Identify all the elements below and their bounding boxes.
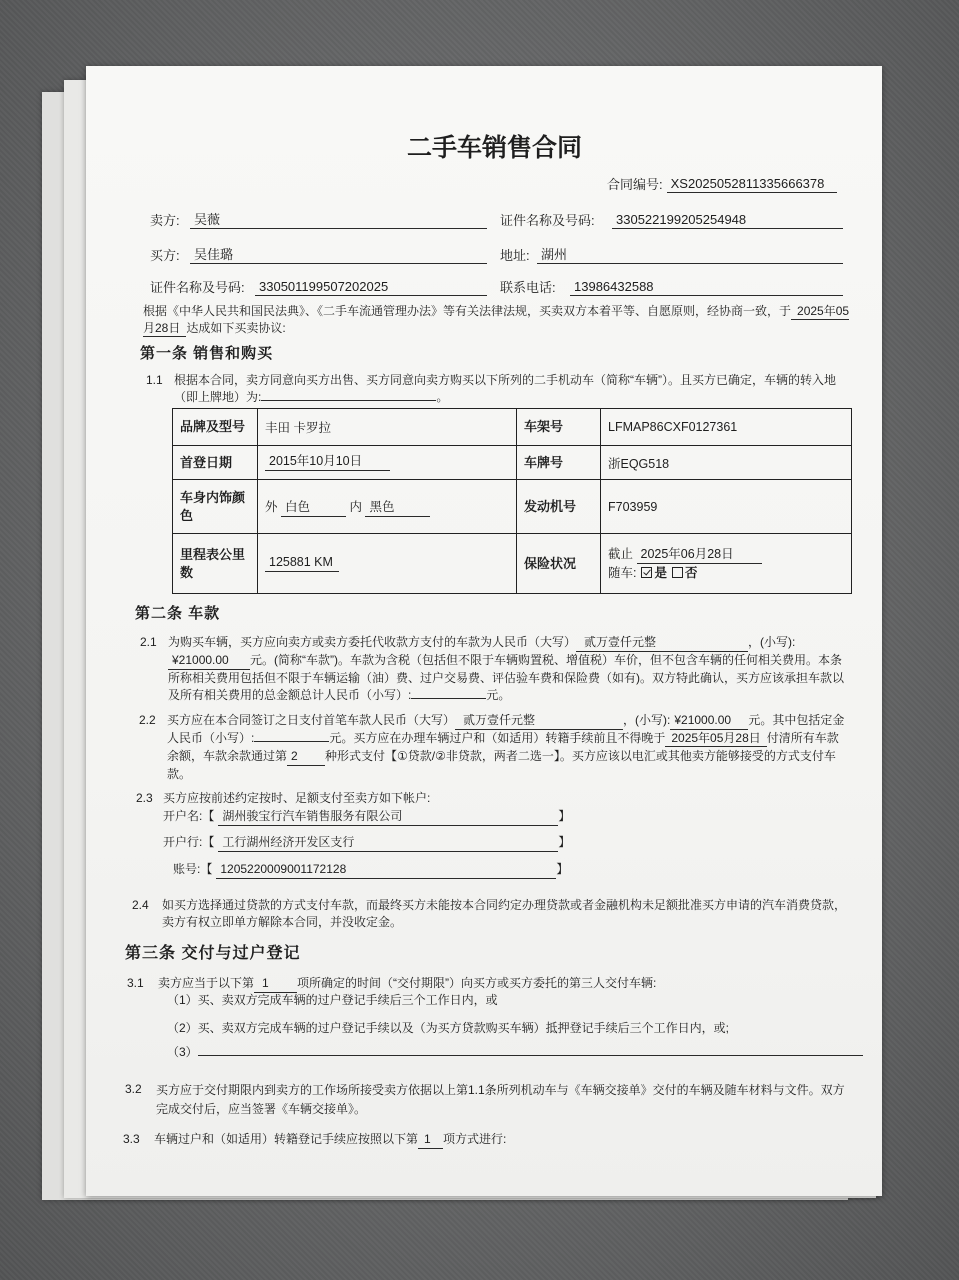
preamble-text: 根据《中华人民共和国民法典》、《二手车流通管理办法》等有关法律法规，买卖双方本着平等、自愿原则，经协商一致，于: [143, 304, 792, 318]
interior-color-value: 黑色: [365, 500, 430, 517]
table-row: [173, 480, 852, 534]
address-label: 地址:: [500, 248, 530, 263]
insurance-cell: [601, 534, 852, 594]
contract-number-row: [607, 175, 837, 193]
seller-label: 卖方:: [150, 213, 180, 228]
clause-2-1-text: 元。: [486, 688, 511, 702]
plate-value: 浙EQG518: [601, 446, 852, 480]
clause-2-2: [167, 712, 849, 783]
insurance-label: 保险状况: [517, 534, 601, 594]
with-car-line: [608, 564, 844, 583]
balance-due-date: 2025年05月28日: [665, 731, 766, 747]
mileage-value: 125881 KM: [265, 555, 339, 572]
color-cell: [258, 480, 517, 534]
clause-2-2-text: 付清所有车款余额，车款余款通过第: [167, 731, 839, 763]
account-name-value: 湖州骏宝行汽车销售服务有限公司: [218, 809, 558, 826]
clause-1-1: [174, 372, 856, 406]
bank-row: [163, 834, 570, 852]
payment-method-number: 2: [287, 749, 325, 766]
color-label: 车身内饰颜色: [173, 480, 258, 534]
mileage-cell: [258, 534, 517, 594]
buyer-value: 吴佳璐: [190, 247, 487, 264]
account-number-label: 账号:【: [173, 862, 213, 876]
account-name-close: 】: [558, 809, 571, 823]
insurance-until-value: 2025年06月28日: [637, 547, 762, 564]
account-number-close: 】: [556, 862, 569, 876]
clause-2-3-intro: 买方应按前述约定按时、足额支付至卖方如下帐户:: [163, 791, 431, 805]
account-name-label: 开户名:【: [163, 809, 215, 823]
clause-1-1-text: 根据本合同，卖方同意向买方出售、买方同意向卖方购买以下所列的二手机动车（简称“车辆”）。且买方已确定，车辆的转入地（即上牌地）为:: [174, 373, 836, 404]
phone-label: 联系电话:: [500, 280, 556, 295]
clause-3-1-text: 卖方应当于以下第: [158, 976, 255, 990]
transfer-option-number: 1: [418, 1132, 443, 1149]
clause-3-3: [154, 1131, 506, 1149]
clause-2-2-text: 买方应在本合同签订之日支付首笔车款人民币（大写）: [167, 713, 456, 727]
deposit-blank: [254, 740, 329, 742]
delivery-option-1: （1）买、卖双方完成车辆的过户登记手续后三个工作日内，或: [167, 993, 498, 1007]
preamble-text-end: 达成如下买卖协议:: [186, 321, 286, 335]
first-registration-cell: [258, 446, 517, 480]
clause-2-2-text: 种形式支付【①贷款/②非贷款，两者二选一】。买方应该以电汇或其他卖方能够接受的方式支付车款。: [167, 748, 836, 781]
phone-value: 13986432588: [570, 279, 843, 296]
clause-1-1-end: 。: [436, 390, 449, 404]
price-in-words: 贰万壹仟元整: [576, 635, 748, 652]
phone-row: [500, 278, 843, 296]
delivery-option-3: [167, 1044, 863, 1061]
account-number-value: 1205220009001172128: [216, 862, 556, 879]
delivery-option-3-blank: [198, 1054, 863, 1056]
clause-1-1-number: 1.1: [146, 373, 163, 387]
buyer-label: 买方:: [150, 248, 180, 263]
seller-id-label: 证件名称及号码:: [500, 213, 595, 228]
exterior-label: 外: [265, 499, 278, 514]
seller-id-row: [500, 211, 843, 229]
with-car-no-checkbox: [672, 567, 683, 578]
article-2-heading: 第二条 车款: [135, 605, 221, 622]
insurance-expiry-line: [608, 545, 844, 564]
buyer-id-label: 证件名称及号码:: [150, 280, 245, 295]
clause-2-2-number: 2.2: [139, 713, 156, 727]
clause-2-2-text: ，(小写):: [623, 713, 671, 727]
exterior-color-value: 白色: [281, 500, 346, 517]
buyer-id-row: [150, 278, 487, 296]
table-row: [173, 534, 852, 594]
with-car-no-label: 否: [685, 565, 698, 580]
registration-place-blank: [261, 399, 436, 401]
clause-2-1: [168, 634, 850, 704]
vin-value: LFMAP86CXF0127361: [601, 409, 852, 446]
clause-2-3-number: 2.3: [136, 791, 153, 805]
delivery-option-number: 1: [254, 976, 297, 993]
clause-2-2-text: 元。买方应在办理车辆过户和（如适用）转籍手续前且不得晚于: [329, 731, 666, 745]
clause-3-3-text: 项方式进行:: [443, 1132, 507, 1146]
table-row: [173, 409, 852, 446]
account-number-row: [173, 861, 568, 879]
brand-label: 品牌及型号: [173, 409, 258, 446]
clause-2-4-text: 如买方选择通过贷款的方式支付车款，而最终买方未能按本合同约定办理贷款或者金融机构未足额批准买方申请的汽车消费贷款，卖方有权立即单方解除本合同，并没收定金。: [162, 898, 847, 929]
clause-3-3-number: 3.3: [123, 1132, 140, 1146]
vin-label: 车架号: [517, 409, 601, 446]
account-name-row: [163, 808, 570, 826]
price-in-figures: ¥21000.00: [168, 653, 250, 670]
agreement-date: 2025年05月28日: [143, 304, 850, 335]
clause-3-1: [158, 975, 656, 993]
first-payment-in-figures: ¥21000.00: [670, 713, 748, 730]
seller-value: 吴薇: [190, 212, 487, 229]
preamble: [143, 303, 855, 337]
seller-row: [150, 211, 487, 229]
clause-3-1-number: 3.1: [127, 976, 144, 990]
clause-2-1-number: 2.1: [140, 635, 157, 649]
engine-value: F703959: [601, 480, 852, 534]
brand-value: 丰田 卡罗拉: [258, 409, 517, 446]
clause-2-1-text: 元。(简称“车款”)。车款为含税（包括但不限于车辆购置税、增值税）车价，但不包含车辆的任何相关费用。本条所称相关费用包括但不限于车辆运输（油）费、过户交易费、评估验车费和保险费（如有)。双方特此确认，买方应该承担车款以及所有相关费用的总金额总计人民币（小写）:: [168, 653, 845, 702]
clause-2-1-text: 为购买车辆，买方应向卖方或卖方委托代收款方支付的车款为人民币（大写）: [168, 635, 577, 649]
seller-id-value: 330522199205254948: [612, 212, 843, 229]
mileage-label: 里程表公里数: [173, 534, 258, 594]
contract-number-value: XS2025052811335666378: [667, 176, 837, 193]
first-payment-in-words: 贰万壹仟元整: [455, 713, 623, 730]
clause-2-4-number: 2.4: [132, 898, 149, 912]
vehicle-info-table: [172, 408, 852, 594]
table-row: [173, 446, 852, 480]
insurance-until-label: 截止: [608, 546, 634, 561]
bank-value: 工行湖州经济开发区支行: [218, 835, 558, 852]
delivery-option-3-label: （3）: [167, 1045, 198, 1059]
address-value: 湖州: [537, 247, 843, 264]
clause-2-1-text: ，(小写):: [748, 635, 796, 649]
bank-label: 开户行:【: [163, 835, 215, 849]
interior-label: 内: [349, 499, 362, 514]
engine-label: 发动机号: [517, 480, 601, 534]
total-amount-blank: [411, 697, 486, 699]
clause-3-2-text: 买方应于交付期限内到卖方的工作场所接受卖方依据以上第1.1条所列机动车与《车辆交接单》交付的车辆及随车材料与文件。双方完成交付后，应当签署《车辆交接单》。: [156, 1083, 845, 1116]
first-registration-value: 2015年10月10日: [265, 454, 390, 471]
article-3-heading: 第三条 交付与过户登记: [125, 945, 301, 962]
contract-number-label: 合同编号:: [607, 177, 663, 192]
article-1-heading: 第一条 销售和购买: [140, 345, 274, 362]
clause-2-2-text: 元。其中包括定金人民币（小写）:: [167, 713, 845, 745]
delivery-option-2: （2）买、卖双方完成车辆的过户登记手续以及（为买方贷款购买车辆）抵押登记手续后三个工作日内，或;: [167, 1021, 730, 1035]
address-row: [500, 246, 843, 264]
with-car-yes-label: 是: [654, 565, 667, 580]
with-car-label: 随车:: [608, 565, 637, 580]
with-car-yes-checkbox: [641, 567, 652, 578]
plate-label: 车牌号: [517, 446, 601, 480]
contract-title: 二手车销售合同: [407, 134, 583, 162]
buyer-id-value: 330501199507202025: [255, 279, 487, 296]
clause-3-3-text: 车辆过户和（如适用）转籍登记手续应按照以下第: [154, 1132, 419, 1146]
clause-3-2-number: 3.2: [125, 1082, 142, 1096]
clause-3-1-text: 项所确定的时间（“交付期限”）向买方或买方委托的第三人交付车辆:: [297, 976, 657, 990]
first-registration-label: 首登日期: [173, 446, 258, 480]
bank-close: 】: [558, 835, 571, 849]
buyer-row: [150, 246, 487, 264]
